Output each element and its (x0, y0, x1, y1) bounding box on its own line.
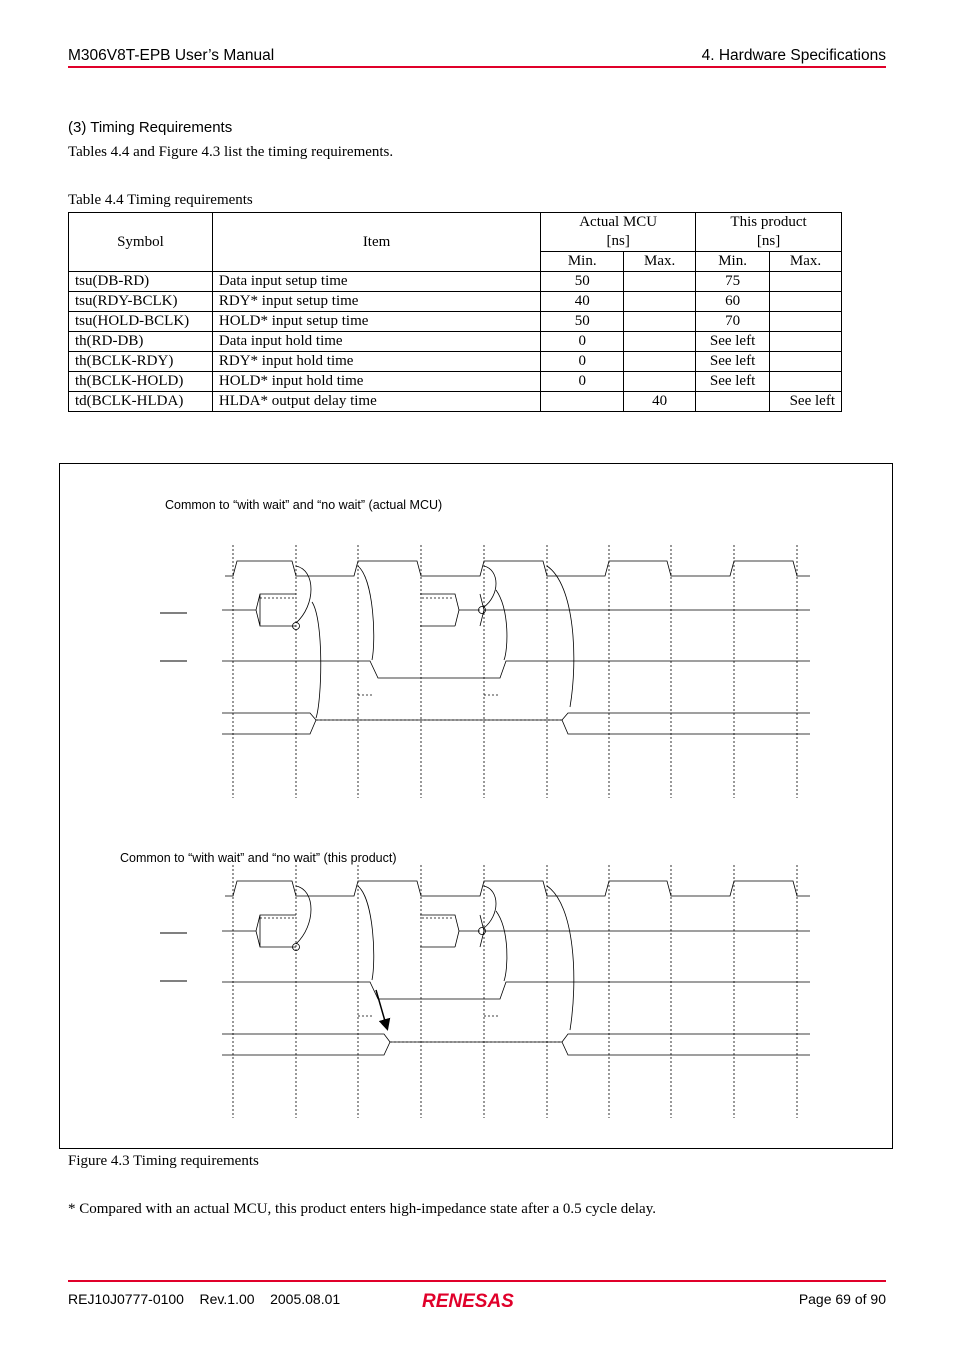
cell-prod-min: 60 (696, 292, 770, 312)
header-manual-title: M306V8T-EPB User’s Manual (68, 47, 275, 64)
cell-mcu-min: 0 (541, 372, 624, 392)
cell-symbol: tsu(DB-RD) (69, 272, 213, 292)
header-actual-mcu-label: Actual MCU (579, 214, 658, 230)
figure-caption: Figure 4.3 Timing requirements (68, 1153, 259, 1169)
cell-symbol: th(BCLK-RDY) (69, 352, 213, 372)
cell-item: RDY* input setup time (212, 292, 540, 312)
section-title: (3) Timing Requirements (68, 119, 233, 136)
footer-rule (68, 1280, 886, 1282)
header-prod-max: Max. (770, 252, 842, 272)
clock-grid-lines (233, 865, 797, 1118)
cell-mcu-min: 40 (541, 292, 624, 312)
footnote: * Compared with an actual MCU, this product enters high-impedance state after a 0.5 cycle delay. (68, 1201, 656, 1217)
data-bus-waveform (222, 713, 810, 734)
bclk-waveform (225, 881, 810, 896)
header-mcu-min: Min. (541, 252, 624, 272)
header-mcu-max: Max. (624, 252, 696, 272)
header-this-product-unit: [ns] (756, 233, 781, 249)
cell-prod-min: See left (696, 372, 770, 392)
header-symbol: Symbol (69, 213, 213, 272)
cell-symbol: th(RD-DB) (69, 332, 213, 352)
hold-waveform (222, 661, 810, 678)
timing-diagram-this-product (160, 865, 810, 1118)
cell-mcu-max: 40 (624, 392, 696, 412)
cell-item: HOLD* input setup time (212, 312, 540, 332)
header-item: Item (212, 213, 540, 272)
cell-mcu-min: 0 (541, 332, 624, 352)
cell-symbol: th(BCLK-HOLD) (69, 372, 213, 392)
renesas-logo-text: RENESAS (422, 1291, 514, 1311)
timing-diagram-actual-mcu (160, 545, 810, 798)
rdy-waveform (222, 915, 810, 947)
cell-mcu-min: 50 (541, 272, 624, 292)
cell-symbol: tsu(HOLD-BCLK) (69, 312, 213, 332)
cell-prod-min: 70 (696, 312, 770, 332)
cell-mcu-min: 50 (541, 312, 624, 332)
header-this-product-label: This product (730, 214, 807, 230)
table-caption: Table 4.4 Timing requirements (68, 192, 253, 208)
cell-item: Data input setup time (212, 272, 540, 292)
bclk-waveform (225, 561, 810, 576)
footer-document-id: REJ10J0777-0100 Rev.1.00 2005.08.01 (68, 1291, 341, 1307)
section-intro: Tables 4.4 and Figure 4.3 list the timing requirements. (68, 144, 394, 160)
cell-symbol: tsu(RDY-BCLK) (69, 292, 213, 312)
footer-page-number: Page 69 of 90 (798, 1291, 886, 1307)
figure-label-this-product: Common to “with wait” and “no wait” (this product) (120, 851, 397, 865)
cell-prod-min: See left (696, 332, 770, 352)
cell-prod-min: See left (696, 352, 770, 372)
data-bus-waveform (222, 1034, 810, 1055)
cell-item: HLDA* output delay time (212, 392, 540, 412)
cell-prod-max: See left (770, 392, 842, 412)
hold-waveform (222, 982, 810, 999)
renesas-logo (422, 1289, 534, 1311)
header-chapter-title: 4. Hardware Specifications (701, 47, 886, 64)
clock-grid-lines (233, 545, 797, 798)
cell-item: HOLD* input hold time (212, 372, 540, 392)
cell-item: Data input hold time (212, 332, 540, 352)
header-actual-mcu-unit: [ns] (606, 233, 630, 249)
header-prod-min: Min. (696, 252, 770, 272)
cell-prod-min: 75 (696, 272, 770, 292)
cell-mcu-min: 0 (541, 352, 624, 372)
figure-label-actual-mcu: Common to “with wait” and “no wait” (actual MCU) (165, 498, 443, 512)
cell-item: RDY* input hold time (212, 352, 540, 372)
cell-symbol: td(BCLK-HLDA) (69, 392, 213, 412)
